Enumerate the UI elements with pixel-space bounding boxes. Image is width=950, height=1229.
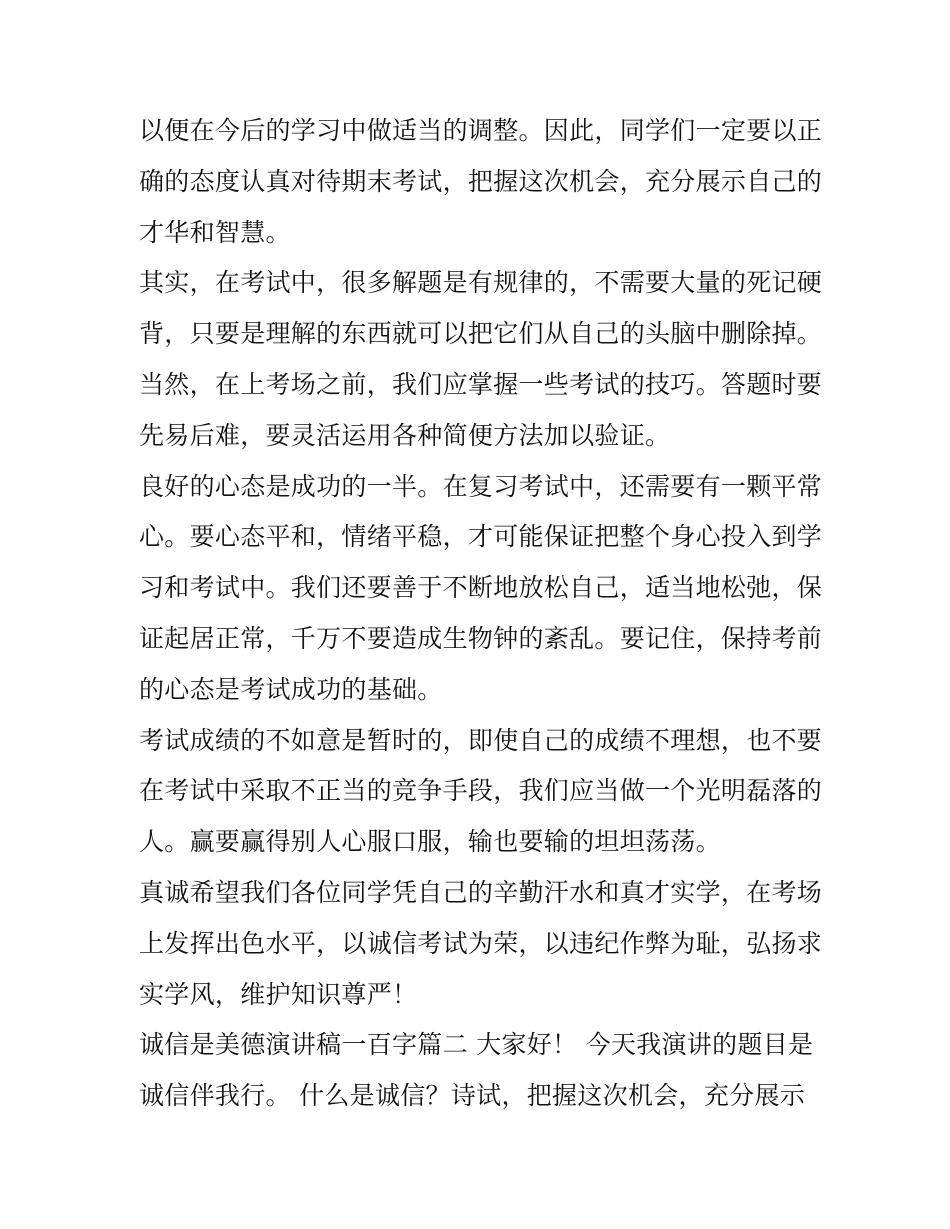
text-line: 才华和智慧。 [139,217,291,247]
text-line: 良好的心态是成功的一半。在复习考试中，还需要有一颗平常 [139,471,823,501]
text-line: 习和考试中。我们还要善于不断地放松自己，适当地松弛，保 [139,573,823,603]
text-line: 上发挥出色水平，以诚信考试为荣，以违纪作弊为耻，弘扬求 [139,928,823,958]
document-body [139,106,823,1122]
text-line: 先易后难，要灵活运用各种简便方法加以验证。 [139,420,671,450]
text-line: 其实，在考试中，很多解题是有规律的，不需要大量的死记硬 [139,268,823,298]
text-line: 证起居正常，千万不要造成生物钟的紊乱。要记住，保持考前 [139,623,823,653]
text-line: 考试成绩的不如意是暂时的，即使自己的成绩不理想，也不要 [139,725,823,755]
text-line: 诚信伴我行。 什么是诚信？诗试，把握这次机会，充分展示 [139,1081,806,1111]
text-line: 心。要心态平和，情绪平稳，才可能保证把整个身心投入到学 [139,522,823,552]
text-line: 在考试中采取不正当的竞争手段，我们应当做一个光明磊落的 [139,776,823,806]
text-line: 以便在今后的学习中做适当的调整。因此，同学们一定要以正 [139,116,823,145]
text-line: 诚信是美德演讲稿一百字篇二 大家好！ 今天我演讲的题目是 [139,1030,814,1060]
text-line: 当然，在上考场之前，我们应掌握一些考试的技巧。答题时要 [139,369,823,399]
text-line: 真诚希望我们各位同学凭自己的辛勤汗水和真才实学，在考场 [139,877,823,907]
text-line: 确的态度认真对待期末考试，把握这次机会，充分展示自己的 [139,166,823,196]
text-line: 人。赢要赢得别人心服口服，输也要输的坦坦荡荡。 [139,827,721,857]
text-line: 实学风，维护知识尊严！ [139,979,418,1009]
text-line: 的心态是考试成功的基础。 [139,674,443,704]
text-line: 背，只要是理解的东西就可以把它们从自己的头脑中删除掉。 [139,319,823,349]
